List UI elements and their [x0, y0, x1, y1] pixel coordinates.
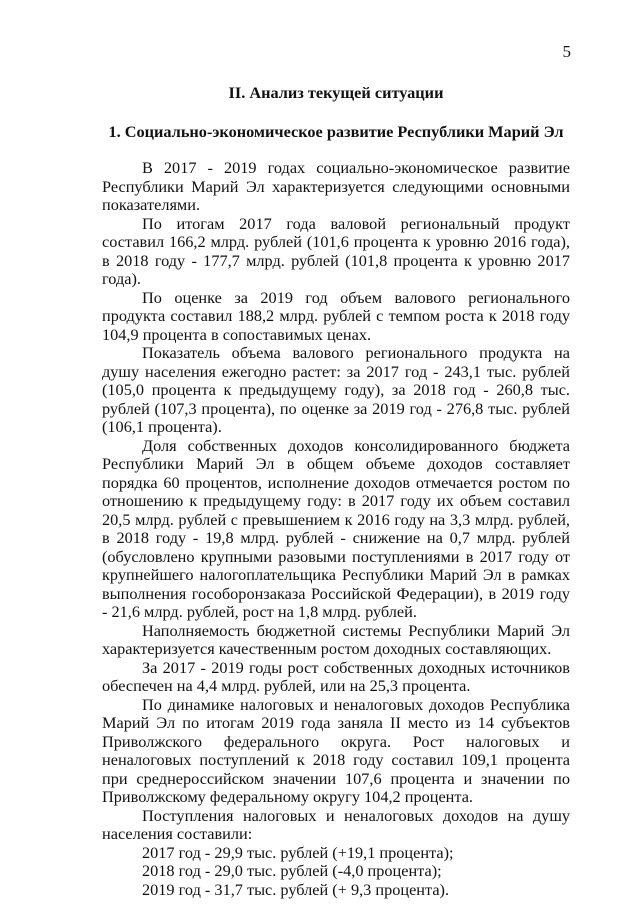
paragraph-7: За 2017 - 2019 годы рост собственных доходных источников обеспечен на 4,4 млрд. рублей, или на 25,3 процента.: [102, 657, 570, 695]
paragraph-9: Поступления налоговых и неналоговых доходов на душу населения составили:: [102, 805, 570, 843]
list-item-2017: 2017 год - 29,9 тыс. рублей (+19,1 процента);: [142, 842, 454, 862]
page-number: 5: [562, 42, 571, 61]
subsection-title: 1. Социально-экономическое развитие Республики Марий Эл: [108, 121, 564, 141]
section-title: II. Анализ текущей ситуации: [228, 83, 444, 102]
paragraph-4: Показатель объема валового регионального продукта на душу населения ежегодно растет: за 2017 год - 243,1 тыс. рублей (105,0 процента к предыдущему году), за 2018 год - 260,8 тыс. рублей (107,3 процента), по оценке за 2019 год - 276,8 тыс. рублей (106,1 процента).: [102, 343, 570, 436]
paragraph-6: Наполняемость бюджетной системы Республики Марий Эл характеризуется качественным ростом доходных составляющих.: [102, 620, 570, 658]
paragraph-2: По итогам 2017 года валовой региональный продукт составил 166,2 млрд. рублей (101,6 процента к уровню 2016 года), в 2018 году - 177,7 млрд. рублей (101,8 процента к уровню 2017 года).: [102, 213, 570, 288]
paragraph-1: В 2017 - 2019 годах социально-экономическое развитие Республики Марий Эл характеризуется следующими основными показателями.: [102, 158, 570, 214]
paragraph-8: По динамике налоговых и неналоговых доходов Республика Марий Эл по итогам 2019 года заняла II место из 14 субъектов Приволжского федерального округа. Рост налоговых и неналоговых поступлений к 2018 году составил 109,1 процента при среднероссийском значении 107,6 процента и значении по Приволжскому федеральному округу 104,2 процента.: [102, 694, 570, 806]
paragraph-5: Доля собственных доходов консолидированного бюджета Республики Марий Эл в общем объеме доходов составляет порядка 60 процентов, исполнение доходов отмечается ростом по отношению к предыдущему году: в 2017 году их объем составил 20,5 млрд. рублей с превышением к 2016 году на 3,3 млрд. рублей, в 2018 году - 19,8 млрд. рублей - снижение на 0,7 млрд. рублей (обусловлено крупными разовыми поступлениями в 2017 году от крупнейшего налогоплательщика Республики Марий Эл в рамках выполнения гособоронзаказа Российской Федерации), в 2019 году - 21,6 млрд. рублей, рост на 1,8 млрд. рублей.: [102, 435, 570, 621]
document-body: [102, 84, 570, 899]
paragraph-3: По оценке за 2019 год объем валового регионального продукта составил 188,2 млрд. рублей с темпом роста к 2018 году 104,9 процента в сопоставимых ценах.: [102, 287, 570, 344]
list-item-2019: 2019 год - 31,7 тыс. рублей (+ 9,3 процента).: [142, 879, 450, 899]
list-item-2018: 2018 год - 29,0 тыс. рублей (-4,0 процента);: [142, 861, 442, 880]
